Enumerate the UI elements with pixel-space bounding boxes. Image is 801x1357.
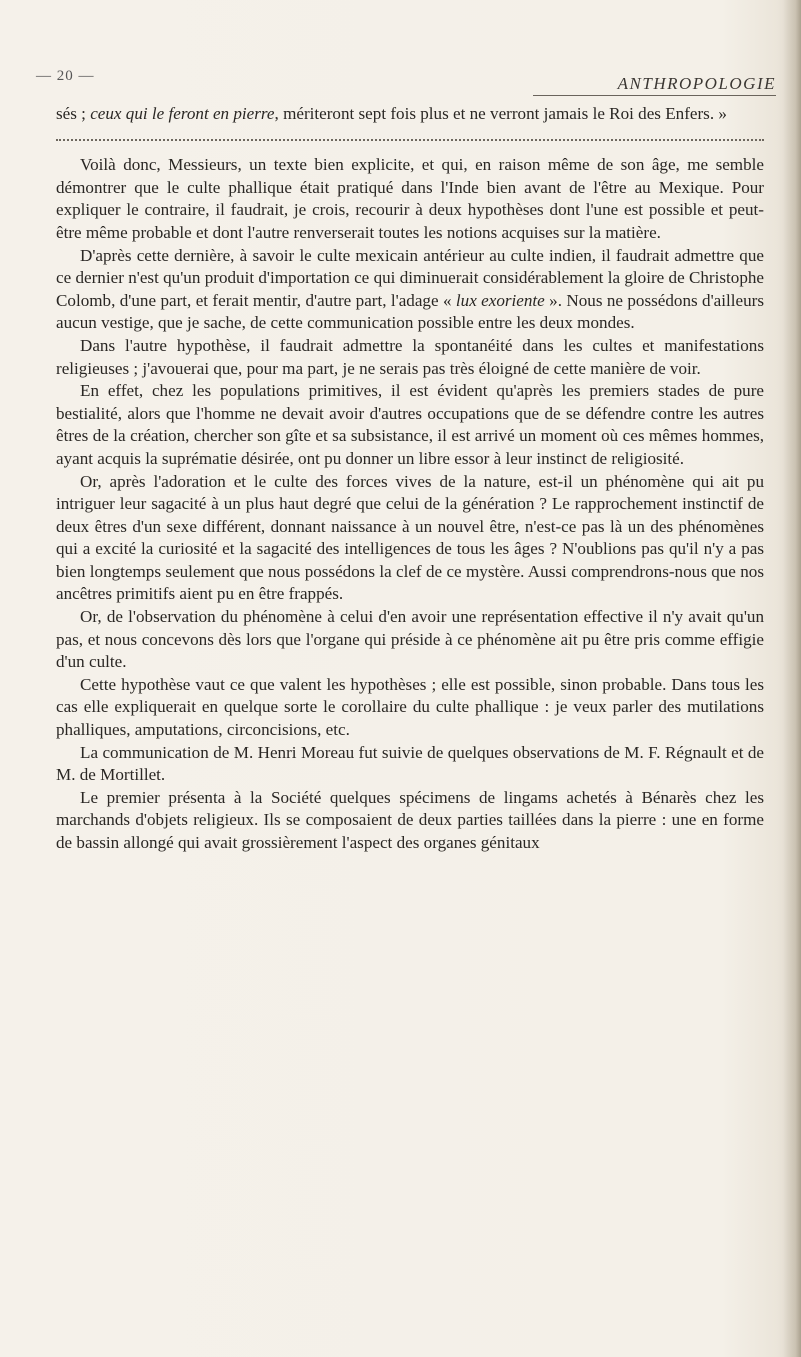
quote-pre: sés ;: [56, 104, 91, 123]
page-number: — 20 —: [36, 68, 95, 84]
paragraph: Voilà donc, Messieurs, un texte bien explicite, et qui, en raison même de son âge, me semble démontrer que le culte phallique était pratiqué dans l'Inde bien avant de l'être au Mexique. Pour expliquer le contraire, il faudrait, je crois, recourir à deux hypothèses dont l'une est possible et peut-être même probable et dont l'autre renverserait toutes les notions acquises sur la matière.: [56, 155, 764, 242]
paragraph: En effet, chez les populations primitives, il est évident qu'après les premiers stades de pure bestialité, alors que l'homme ne devait avoir d'autres occupations que de se défendre contre les autres êtres de la création, chercher son gîte et sa subsistance, il est arrivé un moment où ces mêmes hommes, ayant acquis la suprématie désirée, ont pu donner un libre essor à leur instinct de religiosité.: [56, 381, 764, 468]
paragraph: Dans l'autre hypothèse, il faudrait admettre la spontanéité dans les cultes et manifestations religieuses ; j'avouerai que, pour ma part, je ne serais pas très éloigné de cette manière de voir.: [56, 335, 764, 378]
page-edge-shadow: [783, 0, 801, 1357]
paragraph: Cette hypothèse vaut ce que valent les hypothèses ; elle est possible, sinon probable. Dans tous les cas elle expliquerait en quelque sorte le corollaire du culte phallique : je veux parler des mutilations phalliques, amputations, circoncisions, etc.: [56, 674, 764, 740]
quote-italic: ceux qui le feront en pierre: [90, 104, 275, 123]
paragraph: Le premier présenta à la Société quelques spécimens de lingams achetés à Bénarès chez les marchands d'objets religieux. Ils se composaient de deux parties taillées dans la pierre : une en forme de bassin allongé qui avait grossièrement l'aspect des organes génitaux: [56, 787, 764, 852]
paragraph: Or, après l'adoration et le culte des forces vives de la nature, est-il un phénomène qui ait pu intriguer leur sagacité à un plus haut degré que celui de la génération ? Le rapprochement instinctif de deux êtres d'un sexe différent, donnant naissance à un nouvel être, n'est-ce pas là un des phénomènes qui a excité la curiosité et la sagacité des intelligences de tous les âges ? N'oublions pas qu'il n'y a pas bien longtemps seulement que nous possédons la clef de ce mystère. Aussi comprendrons-nous que nos ancêtres primitifs aient pu en être frappés.: [56, 471, 764, 604]
body-text: [56, 103, 764, 855]
dotted-separator: [56, 117, 764, 142]
text-run: D'après cette dernière, à savoir le culte mexicain antérieur au culte indien, il faudrait admettre que ce dernier n'est qu'un produit d'importation ce qui diminuerait considérablement la gloire de Christophe Colomb, d'une part, et ferait mentir, d'autre part, l'adage «: [56, 245, 764, 310]
running-title: ANTHROPOLOGIE: [533, 74, 776, 96]
latin-adage: lux exoriente: [455, 290, 545, 310]
text-run: ». Nous ne possédons d'ailleurs aucun vestige, que je sache, de cette communication possible entre les deux mondes.: [56, 290, 764, 333]
quote-post: , mériteront sept fois plus et ne verront jamais le Roi des Enfers. »: [274, 104, 727, 123]
paragraph: Or, de l'observation du phénomène à celui d'en avoir une représentation effective il n'y avait qu'un pas, et nous concevons dès lors que l'organe qui préside à ce phénomène ait pu être pris comme effigie d'un culte.: [56, 607, 764, 672]
paragraph: La communication de M. Henri Moreau fut suivie de quelques observations de M. F. Régnault et de M. de Mortillet.: [56, 742, 764, 785]
paragraph: [56, 245, 764, 335]
